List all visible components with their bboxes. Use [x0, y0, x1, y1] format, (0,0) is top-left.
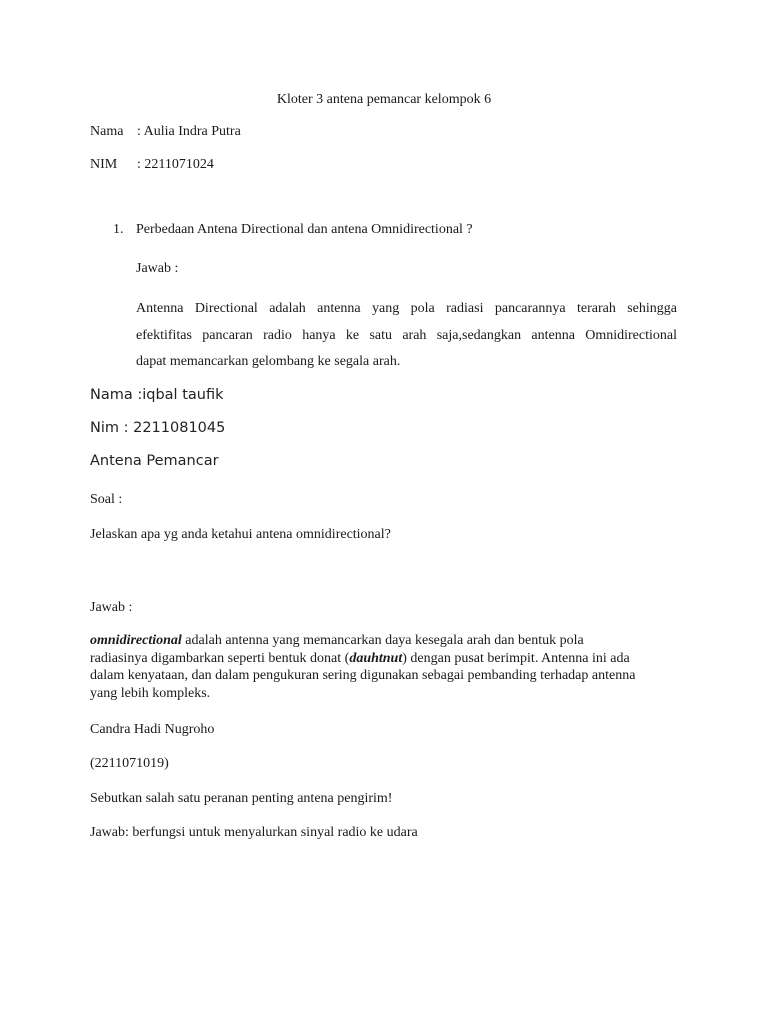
member1-name-value: : Aulia Indra Putra — [137, 124, 241, 139]
member3-answer: Jawab: berfungsi untuk menyalurkan sinyal radio ke udara — [90, 825, 418, 840]
member3-name: Candra Hadi Nugroho — [90, 722, 215, 737]
member1-name-label: Nama — [90, 124, 124, 139]
member1-answer-line: Antenna Directional adalah antenna yang pola radiasi pancarannya terarah sehingga — [136, 301, 677, 316]
member2-answer-term: dauhtnut — [349, 650, 403, 666]
member1-name-row — [90, 124, 241, 140]
member2-answer-line: yang lebih kompleks. — [90, 685, 211, 701]
member2-answer-label: Jawab : — [90, 600, 133, 615]
member2-answer — [90, 632, 690, 702]
member3-nim: (2211071019) — [90, 756, 169, 771]
member3-question: Sebutkan salah satu peranan penting antena pengirim! — [90, 791, 393, 806]
member2-answer-text: adalah antenna yang memancarkan daya kesegala arah dan bentuk pola — [181, 633, 584, 648]
member2-answer-text: ) dengan pusat berimpit. Antenna ini ada — [402, 650, 630, 666]
member2-answer-line: dalam kenyataan, dan dalam pengukuran sering digunakan sebagai pembanding terhadap antenna — [90, 668, 636, 683]
member2-question: Jelaskan apa yg anda ketahui antena omnidirectional? — [90, 527, 391, 542]
member2-answer-line — [90, 650, 690, 668]
member1-nim-label: NIM — [90, 157, 118, 172]
member2-answer-line — [90, 632, 690, 650]
member1-answer-line: efektifitas pancaran radio hanya ke satu arah saja,sedangkan antenna Omnidirectional — [136, 327, 677, 343]
member1-nim-row — [90, 157, 214, 173]
member1-answer — [136, 296, 677, 376]
member2-soal-label: Soal : — [90, 492, 123, 507]
member1-nim-value: : 2211071024 — [137, 157, 214, 172]
member1-answer-label: Jawab : — [136, 261, 179, 276]
member2-answer-text: radiasinya digambarkan seperti bentuk donat ( — [90, 650, 350, 666]
document-title: Kloter 3 antena pemancar kelompok 6 — [276, 92, 492, 107]
member2-answer-term: omnidirectional — [90, 633, 182, 648]
member2-nim: Nim : 2211081045 — [90, 420, 226, 436]
member1-answer-line: dapat memancarkan gelombang ke segala arah. — [136, 354, 401, 369]
member1-question-number: 1. — [113, 222, 124, 237]
member2-topic: Antena Pemancar — [90, 453, 219, 469]
member2-name: Nama :iqbal taufik — [90, 387, 224, 403]
member1-question: Perbedaan Antena Directional dan antena Omnidirectional ? — [136, 222, 473, 237]
